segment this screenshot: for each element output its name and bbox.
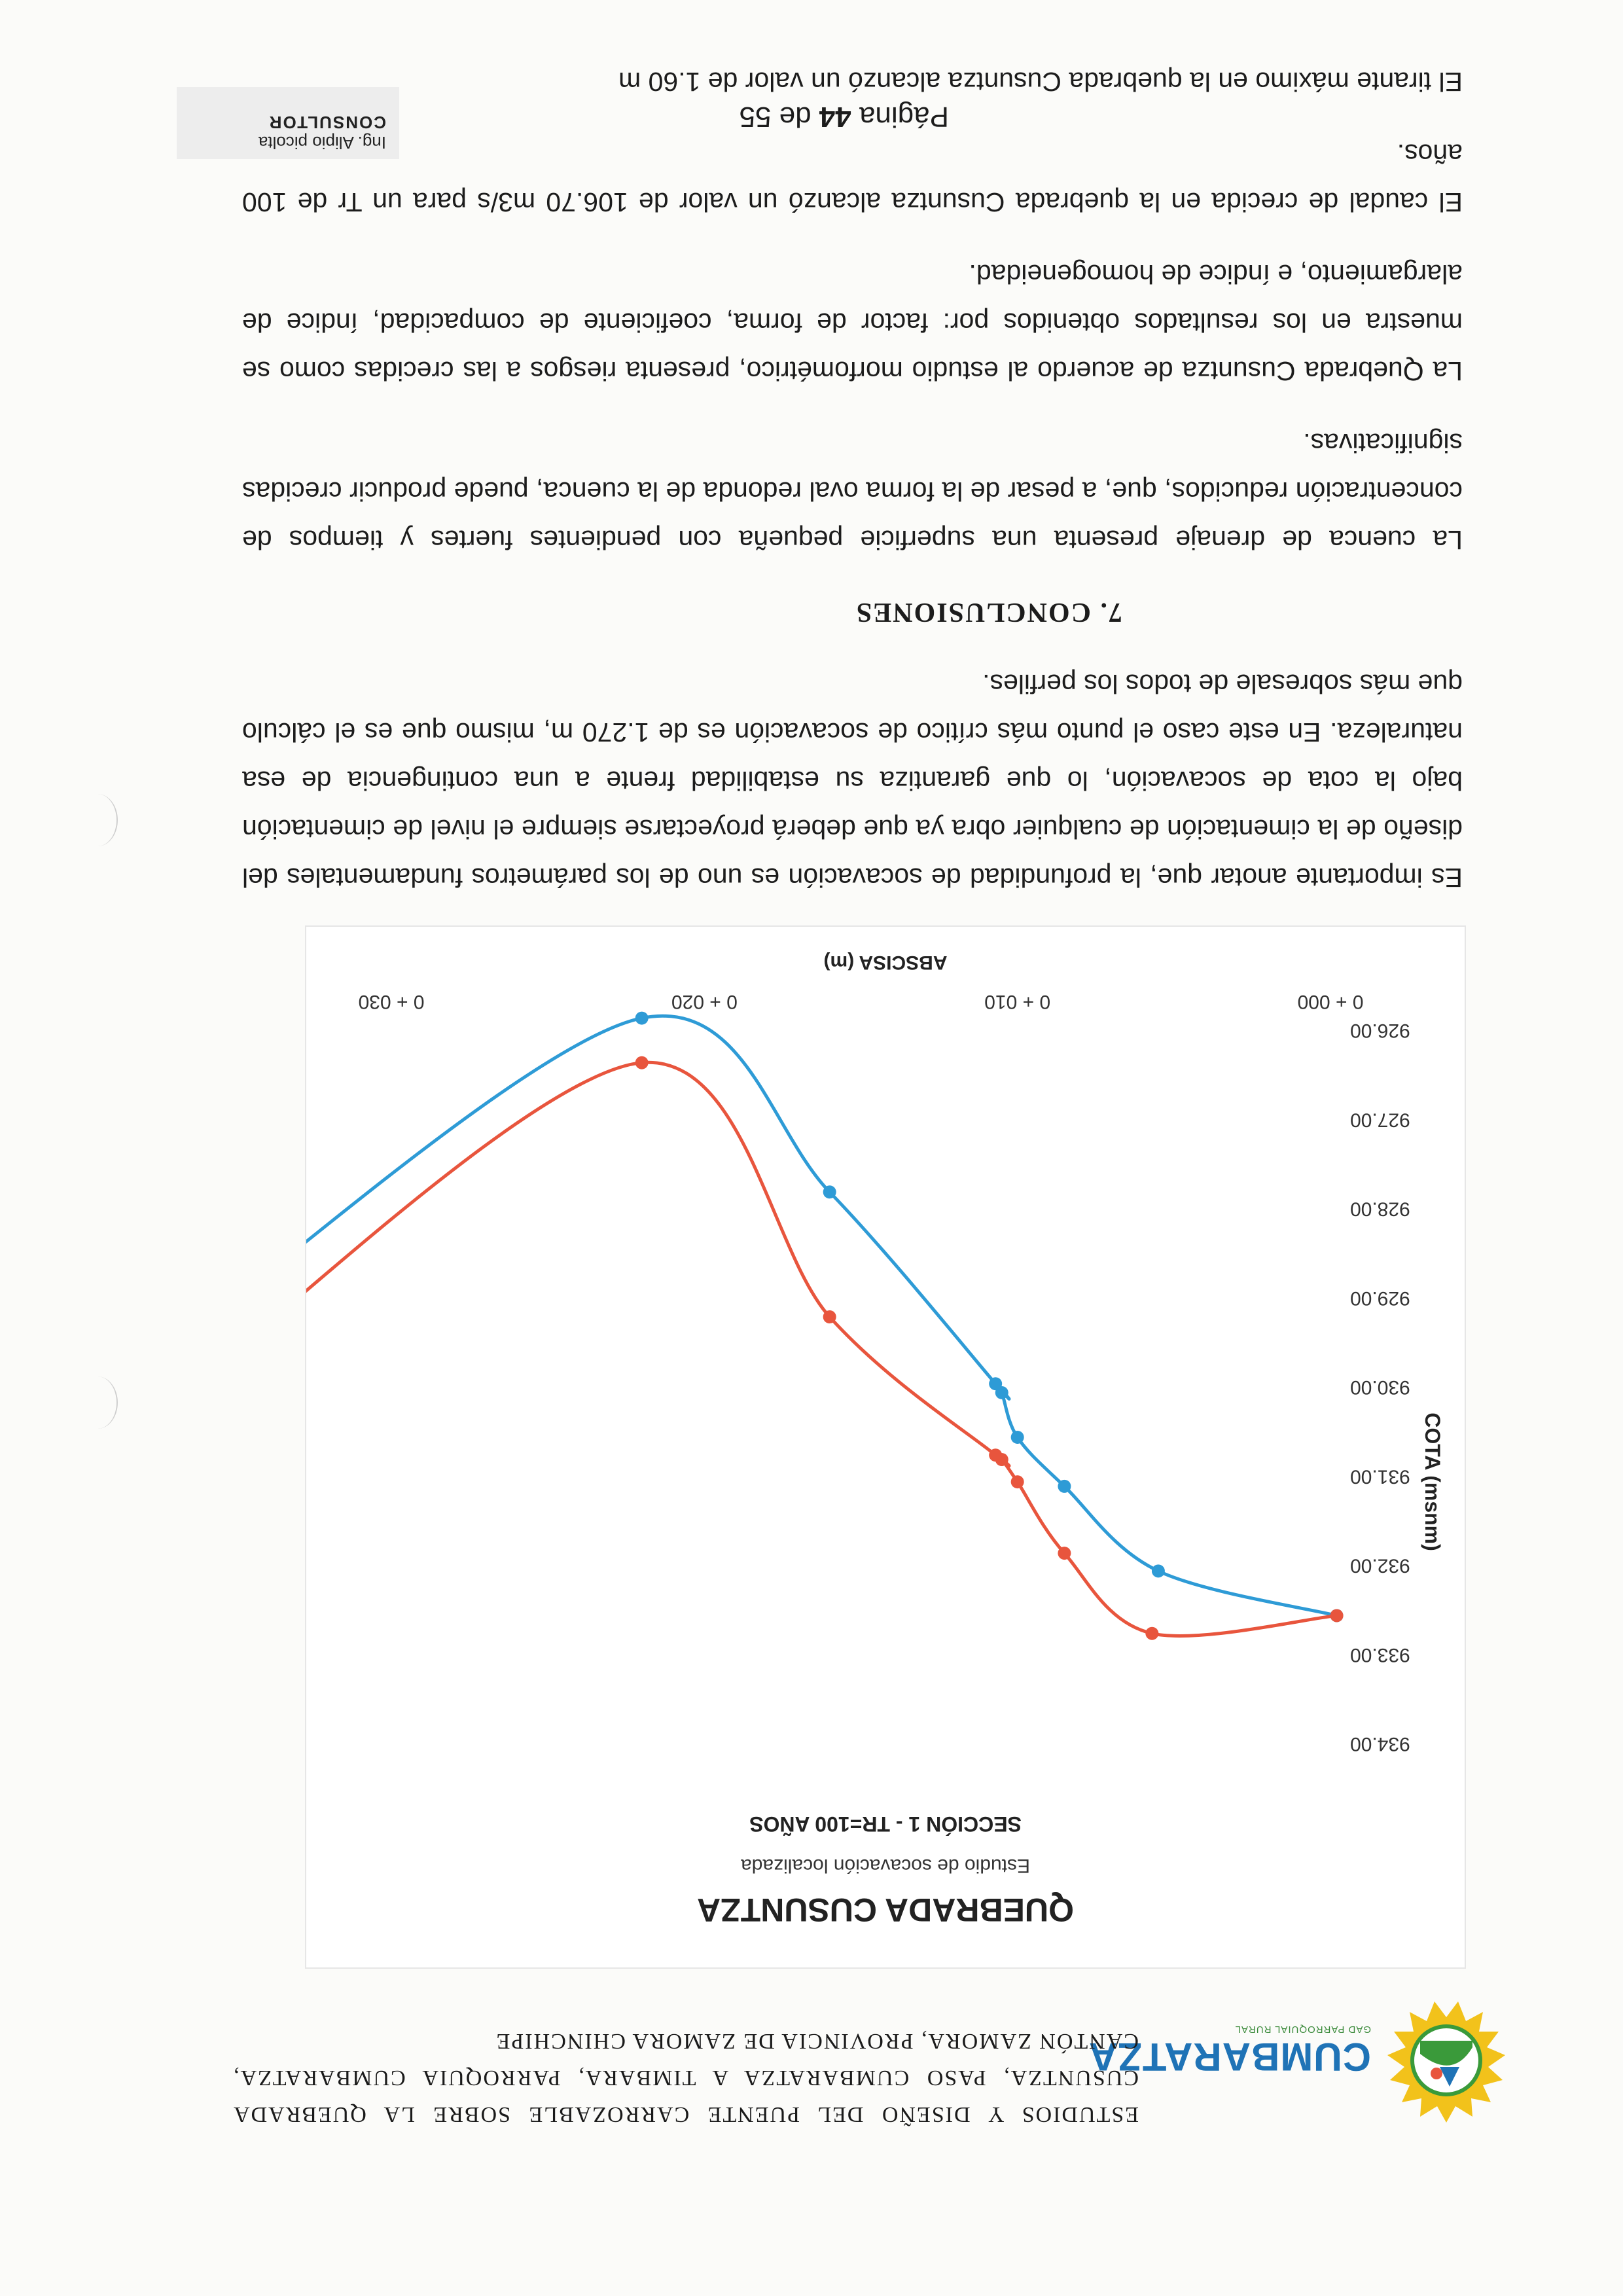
x-axis-ticks — [359, 991, 1364, 1013]
y-tick-label: 934.00 — [1350, 1733, 1410, 1755]
series-2-point — [1145, 1627, 1158, 1640]
series-1-point — [989, 1377, 1002, 1390]
paragraphs-after — [242, 58, 1463, 564]
brand-name: CUMBARATZA — [1088, 2035, 1371, 2079]
document-title: ESTUDIOS Y DISEÑO DEL PUENTE CARROZABLE SOBRE LA QUEBRADA CUSUNTZA, PASO CUMBARATZA A TIMBARA, PARROQUIA CUMBARATZA, CANTÓN ZAMORA, PROVINCIA DE ZAMORA CHINCHIPE — [232, 2029, 1139, 2126]
page-current: 44 — [819, 101, 851, 133]
y-tick-label: 933.00 — [1350, 1643, 1410, 1666]
chart-title: QUEBRADA CUSUNTZA — [697, 1892, 1074, 1928]
y-tick-label: 927.00 — [1350, 1109, 1410, 1131]
x-tick-label: 0 + 030 — [358, 991, 425, 1013]
series-line-2 — [306, 1062, 1337, 1636]
document-body — [242, 34, 1463, 902]
series-1-point — [1058, 1480, 1071, 1493]
scour-chart-svg — [306, 927, 1465, 1967]
punch-hole-bottom — [77, 794, 118, 846]
punch-hole-top — [77, 1376, 118, 1429]
series-2-point — [1058, 1547, 1071, 1560]
series-2-point — [823, 1310, 836, 1323]
scour-chart — [305, 925, 1466, 1969]
y-axis-ticks — [1350, 1020, 1410, 1755]
chart-subtitle: Estudio de socavación localizada — [741, 1855, 1030, 1876]
series-layer — [306, 1012, 1344, 1640]
series-2-point — [989, 1448, 1002, 1462]
section-heading-conclusiones: 7. CONCLUSIONES — [855, 597, 1122, 627]
conclusion-paragraph-1: La cuenca de drenaje presenta una superficie pequeña con pendientes fuertes y tiempos de concentración reducidos, que, a pesar de la forma oval redonda de la cuenca, puede producir crecidas significativas. — [242, 428, 1463, 555]
conclusion-paragraph-2: La Quebrada Cusuntza de acuerdo al estudio morfométrico, presenta riesgos a las crecidas como se muestra en los resultados obtenidos por: factor de forma, coeficiente de compacidad, índice de alargamiento, e índice de homogeneidad. — [242, 259, 1463, 386]
chart-section: SECCIÓN 1 - TR=100 AÑOS — [749, 1812, 1022, 1836]
y-tick-label: 926.00 — [1350, 1020, 1410, 1041]
y-tick-label: 932.00 — [1350, 1554, 1410, 1577]
consultant-stamp — [177, 87, 399, 159]
series-1-point — [823, 1185, 836, 1198]
series-1-point — [635, 1012, 649, 1025]
page-suffix: de 55 — [739, 101, 819, 133]
stamp-name: Ing. Alipio picolta — [258, 133, 386, 152]
series-2-point — [635, 1056, 649, 1069]
cumbaratza-emblem-icon — [1378, 1995, 1515, 2126]
y-axis-label: COTA (msnm) — [1421, 1412, 1444, 1551]
conclusion-paragraph-3: El caudal de crecida en la quebrada Cusuntza alcanzó un valor de 106.70 m3/s para un Tr de 100 años. — [242, 139, 1463, 217]
page-number — [556, 100, 949, 133]
series-1-point — [1152, 1564, 1165, 1577]
x-tick-label: 0 + 010 — [984, 991, 1051, 1013]
page-prefix: Página — [851, 101, 949, 133]
series-2-point — [1011, 1475, 1024, 1488]
series-line-1 — [306, 1016, 1337, 1615]
stamp-role: CONSULTOR — [268, 113, 386, 132]
body-paragraph-1: Es importante anotar que, la profundidad de socavación es uno de los parámetros fundamentales del diseño de la cimentación de cualquier obra ya que deberá proyectarse siempre el nivel de cimentación bajo la cota de socavación, lo que garantiza su estabilidad frente a una contingencia de esa naturaleza. En este caso el punto más crítico de socavación es de 1.270 m, mismo que es el cálculo que más sobresale de todos los perfiles. — [242, 669, 1463, 893]
brand-subtitle: GAD PARROQUIAL RURAL — [1234, 2024, 1371, 2035]
brand-block — [1088, 2024, 1371, 2079]
y-tick-label: 929.00 — [1350, 1287, 1410, 1309]
conclusion-paragraph-4: El tirante máximo en la quebrada Cusuntza alcanzó un valor de 1.60 m — [618, 67, 1463, 97]
series-1-point — [1011, 1431, 1024, 1444]
document-header — [232, 1969, 1515, 2139]
x-tick-label: 0 + 020 — [671, 991, 738, 1013]
paragraphs-before — [242, 660, 1463, 902]
series-2-point — [1330, 1609, 1344, 1622]
x-tick-label: 0 + 000 — [1297, 991, 1364, 1013]
y-tick-label: 930.00 — [1350, 1376, 1410, 1398]
y-tick-label: 931.00 — [1350, 1465, 1410, 1488]
x-axis-label: ABSCISA (m) — [823, 952, 948, 973]
y-tick-label: 928.00 — [1350, 1198, 1410, 1220]
